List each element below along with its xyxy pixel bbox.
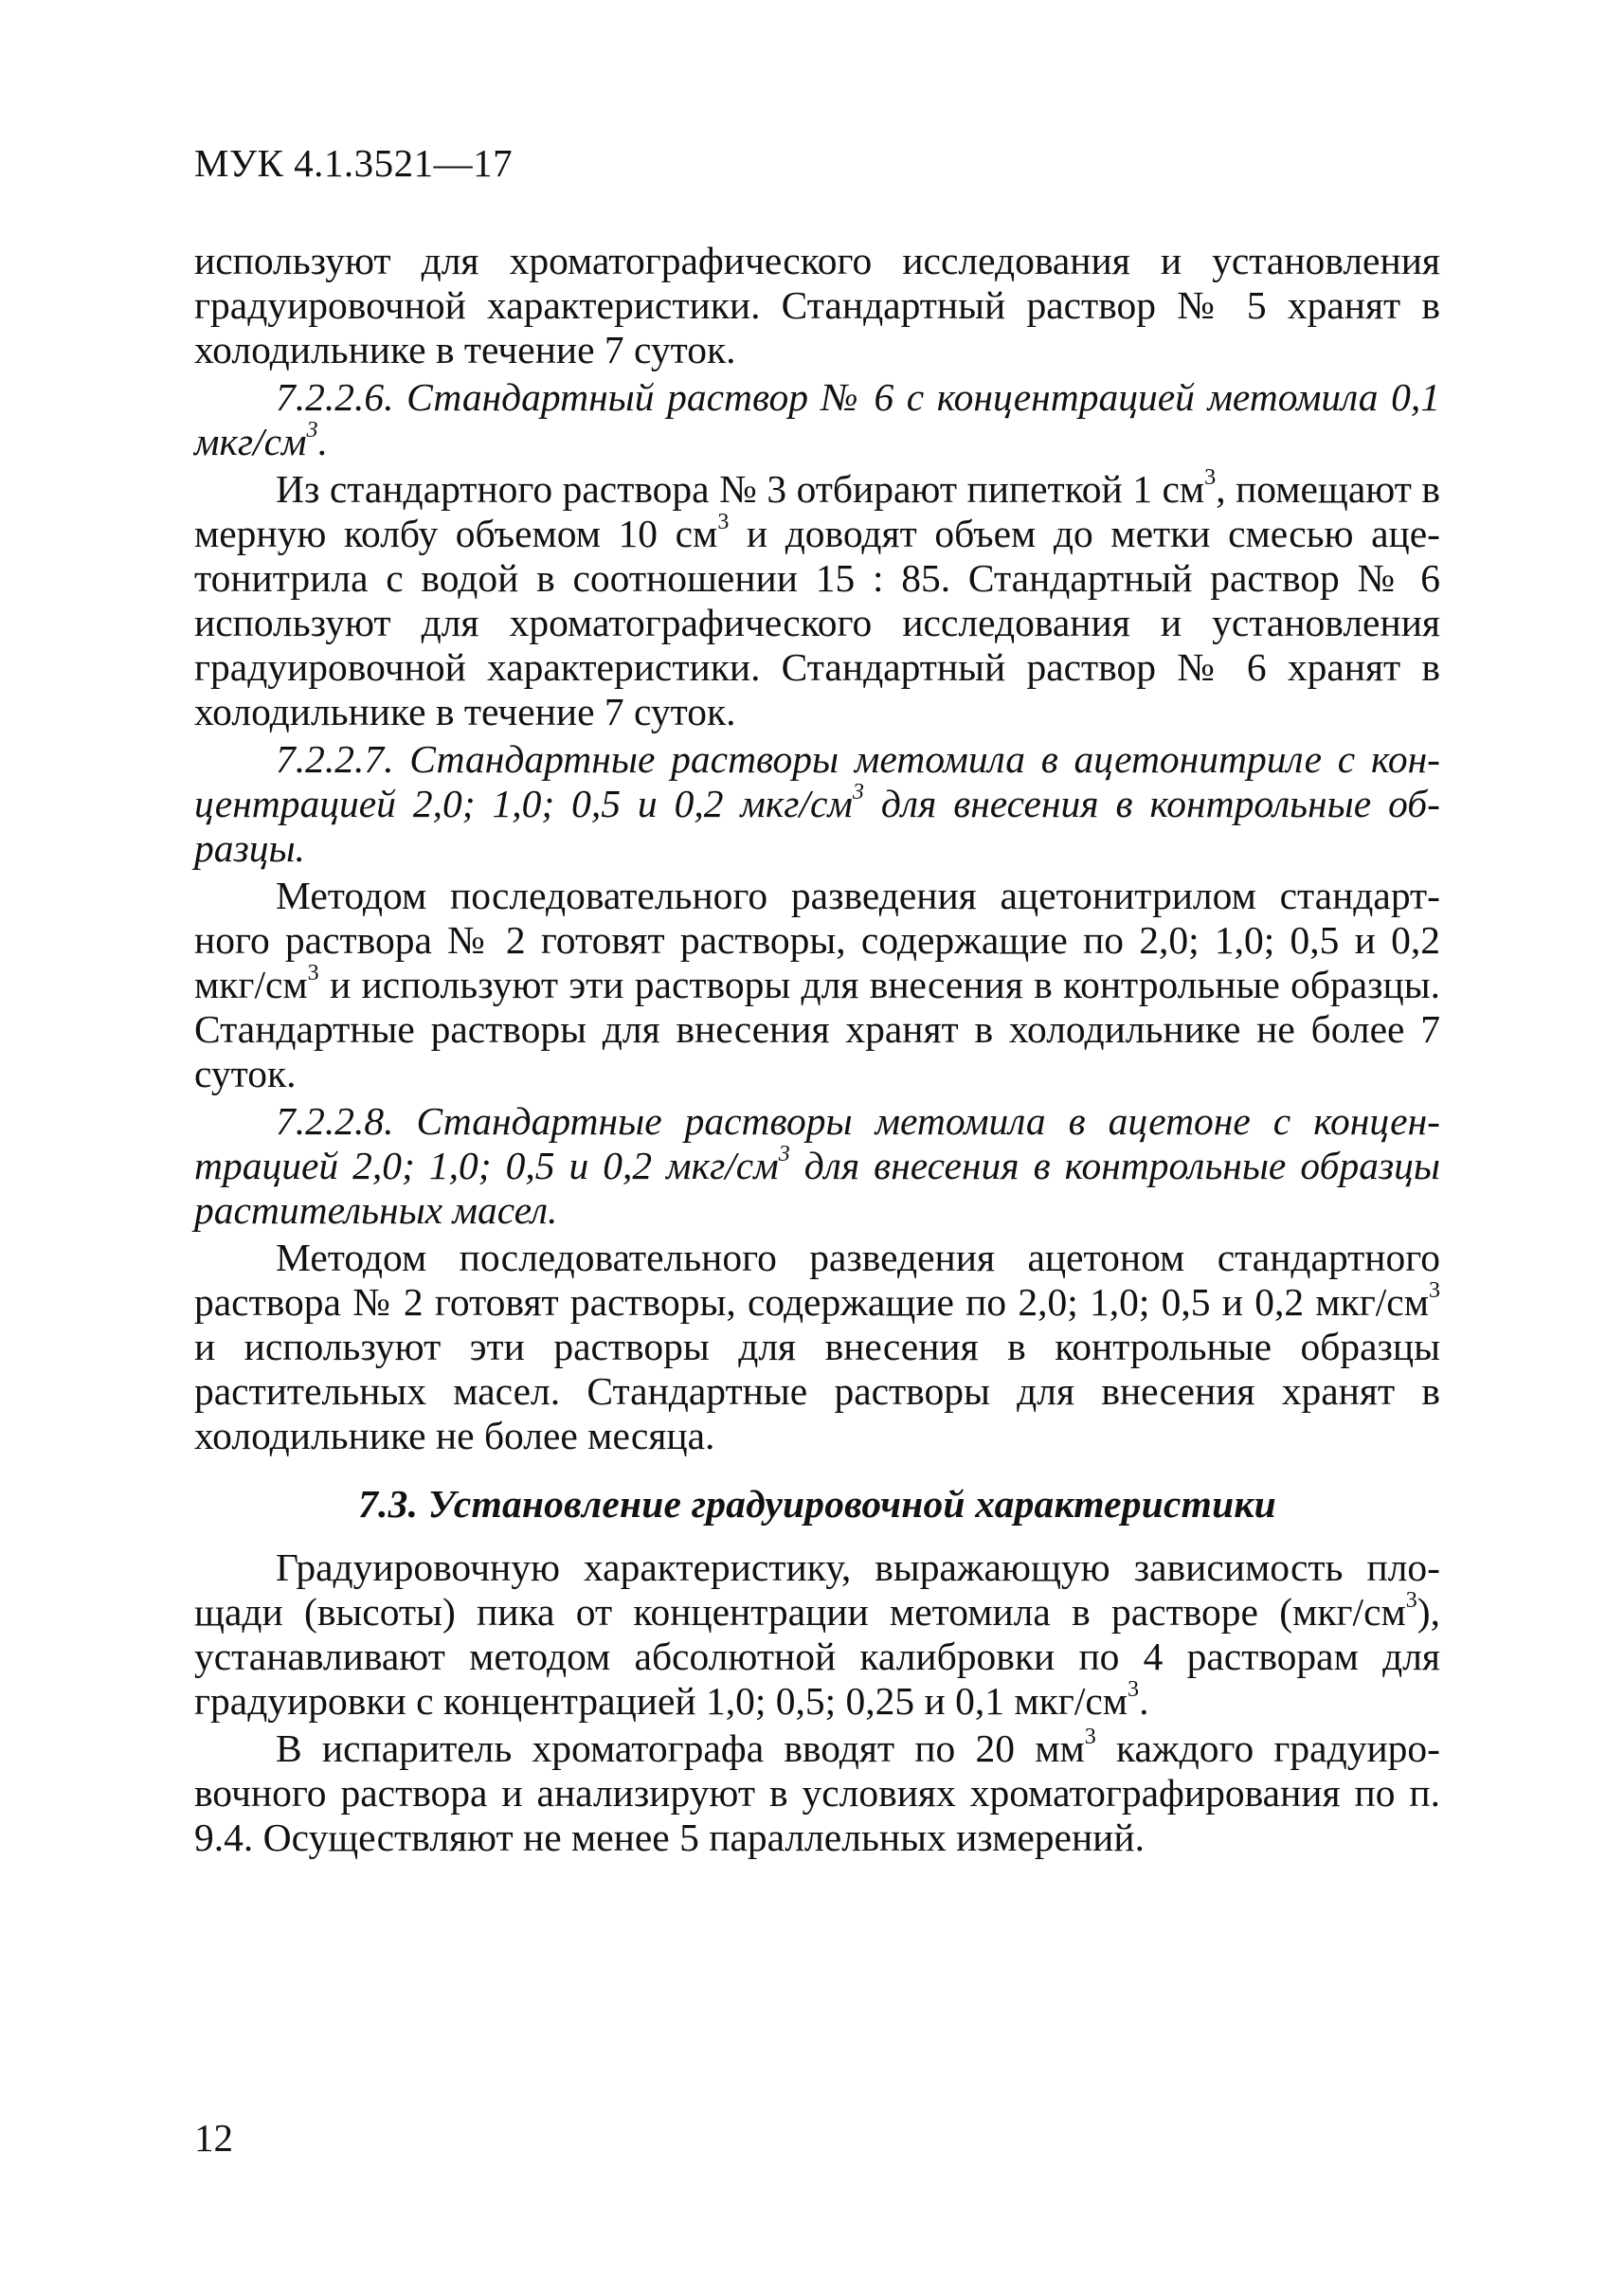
page-number: 12 [194, 2116, 233, 2159]
subclause-7-2-2-6-heading: 7.2.2.6. Стандартный раствор № 6 с концентрацией метомила 0,1 мкг/$см^3$. [194, 375, 1440, 463]
subclause-7-2-2-8-heading: 7.2.2.8. Стандартные растворы метомила в ацетоне с концентрацией 2,0; 1,0; 0,5 и 0,2 мкг/$см^3$ для внесения в контрольные образцы растительных масел. [194, 1099, 1440, 1232]
paragraph-chromatograph-injection: В испаритель хроматографа вводят по 20 $мм^3$ каждого градуировочного раствора и анализируют в условиях хроматографирования по п. 9.4. Осуществляют не менее 5 параллельных измерений. [194, 1725, 1440, 1859]
page-header: МУК 4.1.3521—17 [194, 141, 514, 185]
section-7-3-heading: 7.3. Установление градуировочной характеристики [358, 1482, 1276, 1526]
paragraph-calibration-characteristic: Градуировочную характеристику, выражающую зависимость площади (высоты) пика от концентрации метомила в растворе $(мкг/см^3)$, устанавливают методом абсолютной калибровки по 4 растворам для градуировки с концентрацией 1,0; 0,5; 0,25 и 0,1 мкг/$см^3$. [194, 1545, 1440, 1723]
paragraph-solution-6-preparation: Из стандартного раствора № 3 отбирают пипеткой 1 $см^3$, помещают в мерную колбу объемом 10 $см^3$ и доводят объем до метки смесью ацетонитрила с водой в соотношении 15 : 85. Стандартный раствор № 6 используют для хроматографического исследования и установления градуировочной характеристики. Стандартный раствор № 6 хранят в холодильнике в течение 7 суток. [194, 465, 1440, 733]
paragraph-acetonitrile-dilution: Методом последовательного разведения ацетонитрилом стандартного раствора № 2 готовят растворы, содержащие по 2,0; 1,0; 0,5 и 0,2 мкг/$см^3$ и используют эти растворы для внесения в контрольные образцы. Стандартные растворы для внесения хранят в холодильнике не более 7 суток. [194, 874, 1440, 1095]
document-body [194, 239, 1440, 1863]
subclause-7-2-2-7-heading: 7.2.2.7. Стандартные растворы метомила в ацетонитриле с концентрацией 2,0; 1,0; 0,5 и 0,2 мкг/$см^3$ для внесения в контрольные образцы. [194, 737, 1440, 870]
paragraph-acetone-dilution: Методом последовательного разведения ацетоном стандартного раствора № 2 готовят растворы, содержащие по 2,0; 1,0; 0,5 и 0,2 мкг/$см^3$ и используют эти растворы для внесения в контрольные образцы растительных масел. Стандартные растворы для внесения хранят в холодильнике не более месяца. [194, 1236, 1440, 1457]
paragraph-storage-solution-5: используют для хроматографического исследования и установления градуировочной характеристики. Стандартный раствор № 5 хранят в холодильнике в течение 7 суток. [194, 239, 1440, 371]
